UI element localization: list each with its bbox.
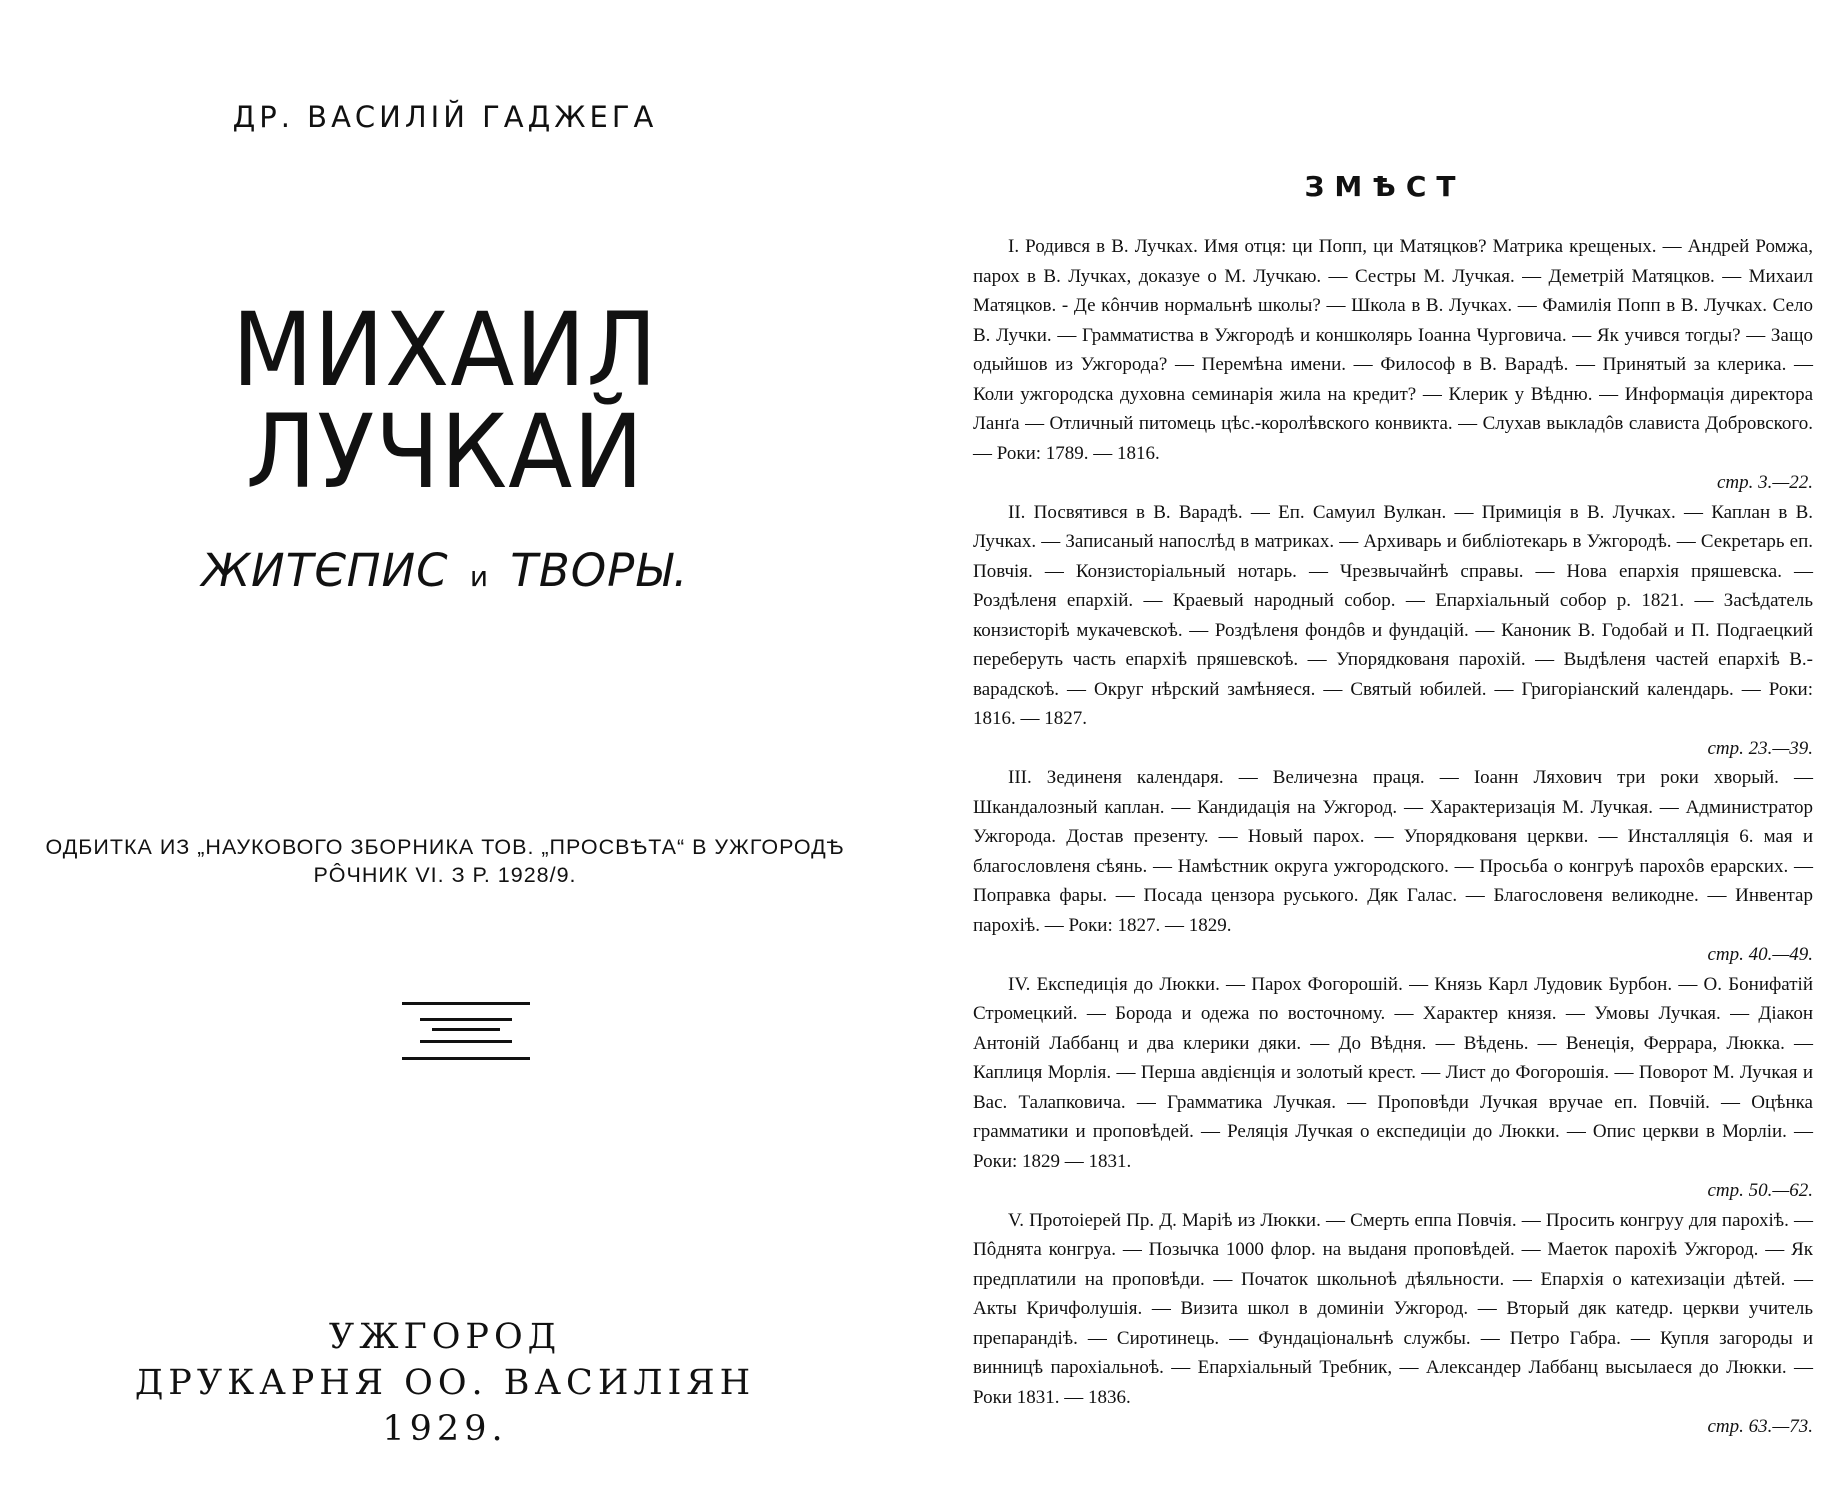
contents-entry-5 [973,1206,1813,1442]
offprint-line-1: ОДБИТКА ИЗ „НАУКОВОГО ЗБОРНИКА ТОВ. „ПРОСВѢТА“ В УЖГОРОДѢ [45,835,845,859]
entry-pages: стр. 40.—49. [1707,944,1813,965]
author-name: ДР. ВАСИЛІЙ ГАДЖЕГА [232,100,658,134]
entry-text: II. Посвятився в В. Варадѣ. — Еп. Самуил Вулкан. — Примиція в В. Лучках. — Каплан в В. Лучках. — Записаный напослѣд в матриках. — Архиварь и библіотекарь в Ужгородѣ. — Секретарь еп. Повчія. — Конзисторіальный нотарь. — Чрезвычайнѣ справы. — Нова епархія пряшевска. — Роздѣленя епархій. — Краевый народный собор. — Епархіальный собор р. 1821. — Засѣдатель конзисторіѣ мукачевскоѣ. — Роздѣленя фондôв и фундацій. — Каноник В. Годобай и П. Подгаецкий переберуть часть епархіѣ пряшевскоѣ. — Упорядкованя парохій. — Выдѣленя частей епархіѣ В.- варадскоѣ. — Округ нѣрский замѣняеся. — Святый юбилей. — Григоріанский календарь. — Роки: 1816. — 1827. [973,501,1813,729]
contents-page [955,0,1815,1500]
book-subtitle [0,544,890,597]
entry-pages: стр. 50.—62. [1707,1180,1813,1201]
entry-text: I. Родився в В. Лучках. Имя отця: ци Попп, ци Матяцков? Матрика крещеных. — Андрей Ромжа, парох в В. Лучках, доказуе о М. Лучкаю. — Сестры М. Лучкая. — Деметрій Матяцков. — Михаил Матяцков. - Де кôнчив нормальнѣ школы? — Школа в В. Лучках. — Фамилія Попп в В. Лучках. Село В. Лучки. — Грамматиства в Ужгородѣ и коншколярь Іоанна Чурговича. — Як учився тогды? — Защо одыйшов из Ужгорода? — Перемѣна имени. — Философ в В. Варадѣ. — Принятый за клерика. — Коли ужгородска духовна семинарія жила на кредит? — Клерик у Вѣдню. — Информація директора Ланґа — Отличный питомець цѣс.-королѣвского конвикта. — Слухав выкладôв слависта Добровского. — Роки: 1789. — 1816. [973,236,1813,464]
contents-entry-3 [973,763,1813,970]
entry-text: III. Зединеня календаря. — Величезна праця. — Іоанн Ляхович три роки хворый. — Шкандалозный каплан. — Кандидація на Ужгород. — Характеризація М. Лучкая. — Администратор Ужгорода. Достав презенту. — Новый парох. — Упорядкованя церкви. — Инсталляція 6. мая и благословленя сѣянь. — Намѣстник округа ужгородского. — Просьба о конгруѣ парохôв ерарских. — Поправка фары. — Посада цензора руського. Дяк Галас. — Благословеня великодне. — Инвентар парохіѣ. — Роки: 1827. — 1829. [973,767,1813,936]
contents-list [973,232,1813,1442]
subtitle-conjunction: и [469,560,490,593]
contents-entry-4 [973,970,1813,1206]
contents-heading: ЗМѢСТ [1304,170,1466,203]
subtitle-part1: ЖИТЄПИС [201,544,449,597]
imprint-year: 1929. [382,1409,508,1449]
contents-entry-1 [973,232,1813,498]
imprint-press: ДРУКАРНЯ ОО. ВАСИЛІЯН [134,1363,756,1403]
contents-entry-2 [973,498,1813,764]
title-page [0,0,890,1500]
printer-ornament [402,1002,530,1060]
offprint-note [0,833,890,889]
entry-text: IV. Експедиція до Люкки. — Парох Фогорошій. — Князь Карл Лудовик Бурбон. — О. Бонифатій Стромецкий. — Борода и одежа по восточному. — Характер князя. — Умовы Лучкая. — Діакон Антоній Лаббанц и два клерики дяки. — До Вѣдня. — Вѣдень. — Венеція, Феррара, Люкка. — Каплиця Морлія. — Перша авдієнція и золотый крест. — Лист до Фогорошія. — Поворот М. Лучкая и Вас. Талапковича. — Грамматика Лучкая. — Проповѣди Лучкая вручае еп. Повчій. — Оцѣнка грамматики и проповѣдей. — Реляція Лучкая о експедиціи до Люкки. — Опис церкви в Морліи. — Роки: 1829 — 1831. [973,973,1813,1172]
subtitle-part2: ТВОРЫ. [510,544,689,597]
entry-text: V. Протоіерей Пр. Д. Маріѣ из Люкки. — Смерть еппа Повчія. — Просить конгруу для парохіѣ. — Пôднята конгруа. — Позычка 1000 флор. на выданя проповѣдей. — Маеток парохіѣ Ужгород. — Як предплатили на проповѣди. — Початок школьноѣ дѣяльности. — Епархія о катехизаціи дѣтей. — Акты Кричфолушія. — Визита школ в доминіи Ужгород. — Вторый дяк катедр. церкви учитель препарандіѣ. — Сиротинець. — Фундаціональнѣ службы. — Петро Габра. — Купля загороды и винницѣ парохіальноѣ. — Епархіальный Требник, — Александер Лаббанц высылаеся до Люкки. — Роки 1831. — 1836. [973,1209,1813,1408]
book-title: МИХАИЛ ЛУЧКАЙ [232,291,658,512]
offprint-line-2: РÔЧНИК VI. З Р. 1928/9. [313,863,577,887]
entry-pages: стр. 63.—73. [1707,1416,1813,1437]
entry-pages: стр. 3.—22. [1716,472,1813,493]
imprint-city: УЖГОРОД [328,1317,562,1357]
imprint [0,1314,890,1452]
entry-pages: стр. 23.—39. [1707,737,1813,759]
